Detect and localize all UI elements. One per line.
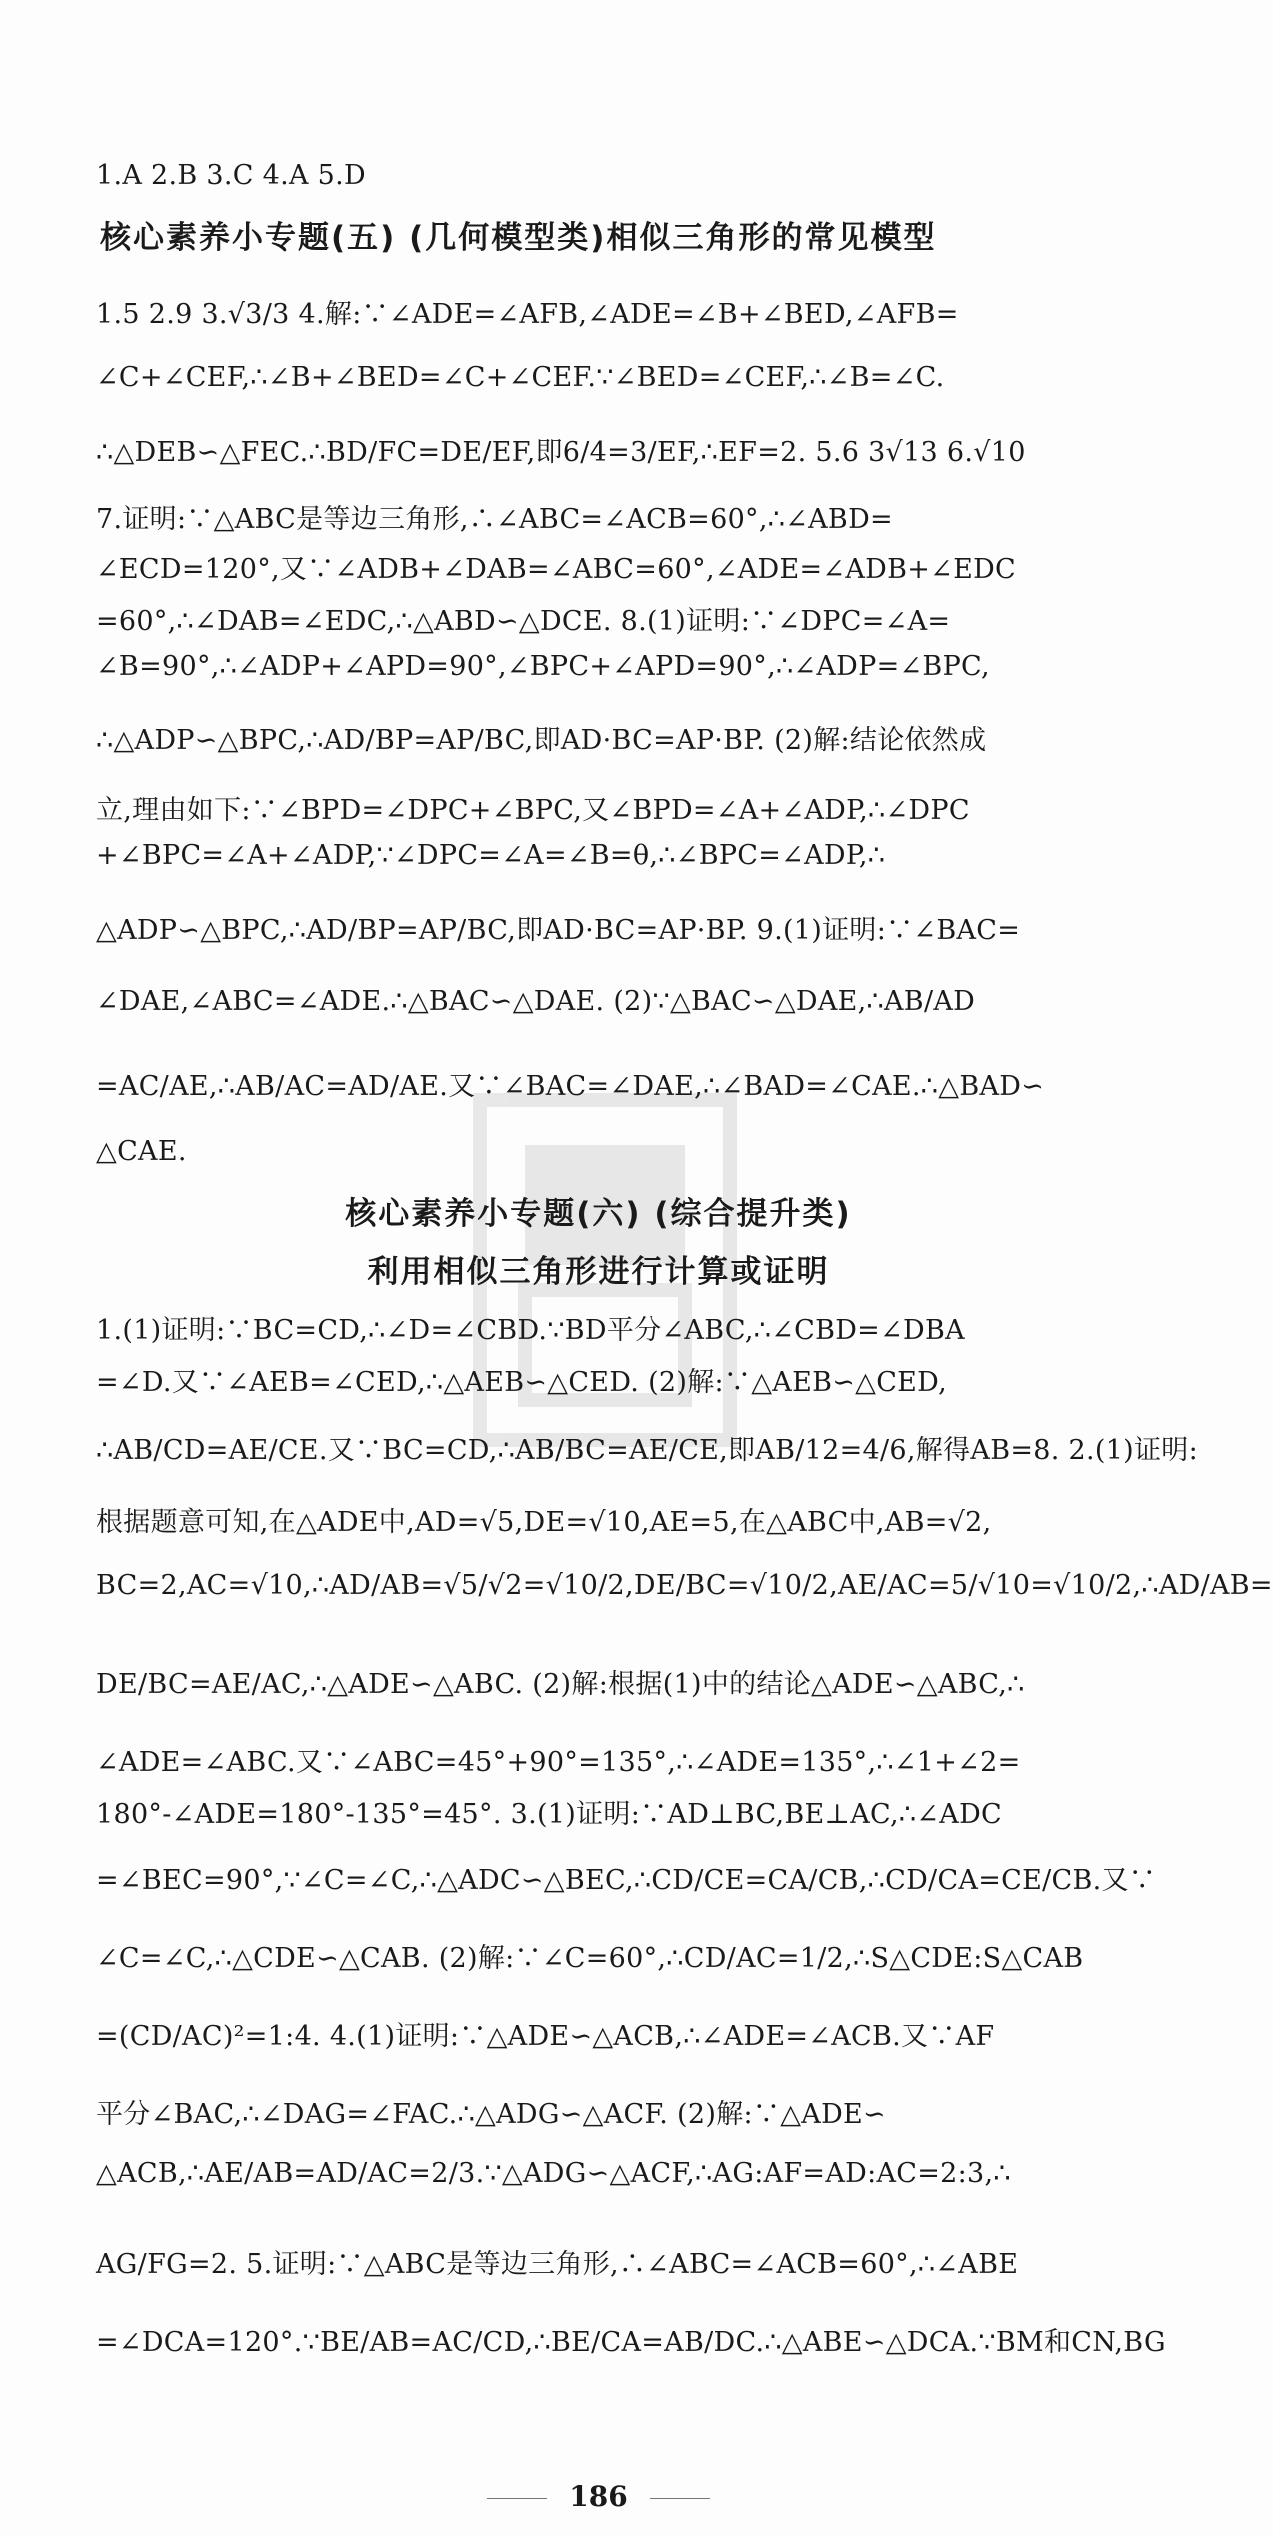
text-line: +∠BPC=∠A+∠ADP,∵∠DPC=∠A=∠B=θ,∴∠BPC=∠ADP,∴ [96, 840, 886, 871]
text-line: ∠ECD=120°,又∵∠ADB+∠DAB=∠ABC=60°,∠ADE=∠ADB+∠EDC [96, 554, 1017, 585]
text-line: ∠DAE,∠ABC=∠ADE.∴△BAC∽△DAE. (2)∵△BAC∽△DAE,∴AB/AD [96, 986, 976, 1017]
text-line: ∠B=90°,∴∠ADP+∠APD=90°,∠BPC+∠APD=90°,∴∠ADP=∠BPC, [96, 651, 990, 682]
text-line: =∠BEC=90°,∵∠C=∠C,∴△ADC∽△BEC,∴CD/CE=CA/CB,∴CD/CA=CE/CB.又∵ [96, 1865, 1157, 1896]
page-number-text: 186 [569, 2480, 628, 2513]
text-line: △ADP∽△BPC,∴AD/BP=AP/BC,即AD·BC=AP·BP. 9.(1)证明:∵∠BAC= [96, 915, 1021, 946]
text-line: 180°-∠ADE=180°-135°=45°. 3.(1)证明:∵AD⊥BC,BE⊥AC,∴∠ADC [96, 1799, 1002, 1830]
section-5-title: 核心素养小专题(五) (几何模型类)相似三角形的常见模型 [100, 220, 937, 256]
quick-answers: 1.A 2.B 3.C 4.A 5.D [96, 160, 366, 191]
text-line: DE/BC=AE/AC,∴△ADE∽△ABC. (2)解:根据(1)中的结论△ADE∽△ABC,∴ [96, 1669, 1025, 1700]
divider [487, 2498, 547, 2499]
text-line: ∴AB/CD=AE/CE.又∵BC=CD,∴AB/BC=AE/CE,即AB/12=4/6,解得AB=8. 2.(1)证明: [96, 1435, 1199, 1466]
text-line: ∴△DEB∽△FEC.∴BD/FC=DE/EF,即6/4=3/EF,∴EF=2. 5.6 3√13 6.√10 [96, 437, 1026, 468]
text-line: AG/FG=2. 5.证明:∵△ABC是等边三角形,∴∠ABC=∠ACB=60°,∴∠ABE [96, 2249, 1019, 2280]
text-line: ∠ADE=∠ABC.又∵∠ABC=45°+90°=135°,∴∠ADE=135°,∴∠1+∠2= [96, 1747, 1021, 1778]
text-line: =(CD/AC)²=1:4. 4.(1)证明:∵△ADE∽△ACB,∴∠ADE=∠ACB.又∵AF [96, 2021, 995, 2052]
section-6-subtitle: 利用相似三角形进行计算或证明 [367, 1254, 830, 1290]
text-line: BC=2,AC=√10,∴AD/AB=√5/√2=√10/2,DE/BC=√10/2,AE/AC=5/√10=√10/2,∴AD/AB= [96, 1570, 1273, 1601]
text-line: ∴△ADP∽△BPC,∴AD/BP=AP/BC,即AD·BC=AP·BP. (2)解:结论依然成 [96, 725, 987, 756]
text-line: =60°,∴∠DAB=∠EDC,∴△ABD∽△DCE. 8.(1)证明:∵∠DPC=∠A= [96, 606, 951, 637]
text-line: 1.(1)证明:∵BC=CD,∴∠D=∠CBD.∵BD平分∠ABC,∴∠CBD=∠DBA [96, 1315, 965, 1346]
divider [650, 2498, 710, 2499]
text-line: △ACB,∴AE/AB=AD/AC=2/3.∵△ADG∽△ACF,∴AG:AF=AD:AC=2:3,∴ [96, 2158, 1011, 2189]
text-line: 根据题意可知,在△ADE中,AD=√5,DE=√10,AE=5,在△ABC中,AB=√2, [96, 1507, 992, 1538]
text-line: =∠DCA=120°.∵BE/AB=AC/CD,∴BE/CA=AB/DC.∴△ABE∽△DCA.∵BM和CN,BG [96, 2327, 1166, 2358]
text-line: ∠C=∠C,∴△CDE∽△CAB. (2)解:∵∠C=60°,∴CD/AC=1/2,∴S△CDE:S△CAB [96, 1943, 1084, 1974]
page-number [0, 2480, 1197, 2513]
text-line: 立,理由如下:∵∠BPD=∠DPC+∠BPC,又∠BPD=∠A+∠ADP,∴∠DPC [96, 795, 970, 826]
section-6-title: 核心素养小专题(六) (综合提升类) [345, 1196, 852, 1232]
text-line: 平分∠BAC,∴∠DAG=∠FAC.∴△ADG∽△ACF. (2)解:∵△ADE∽ [96, 2099, 886, 2130]
text-line: △CAE. [96, 1136, 187, 1167]
text-line: 7.证明:∵△ABC是等边三角形,∴∠ABC=∠ACB=60°,∴∠ABD= [96, 504, 893, 535]
text-line: =AC/AE,∴AB/AC=AD/AE.又∵∠BAC=∠DAE,∴∠BAD=∠CAE.∴△BAD∽ [96, 1071, 1045, 1102]
text-line: 1.5 2.9 3.√3/3 4.解:∵∠ADE=∠AFB,∠ADE=∠B+∠BED,∠AFB= [96, 299, 959, 330]
text-line: =∠D.又∵∠AEB=∠CED,∴△AEB∽△CED. (2)解:∵△AEB∽△CED, [96, 1367, 948, 1398]
text-line: ∠C+∠CEF,∴∠B+∠BED=∠C+∠CEF.∵∠BED=∠CEF,∴∠B=∠C. [96, 362, 945, 393]
